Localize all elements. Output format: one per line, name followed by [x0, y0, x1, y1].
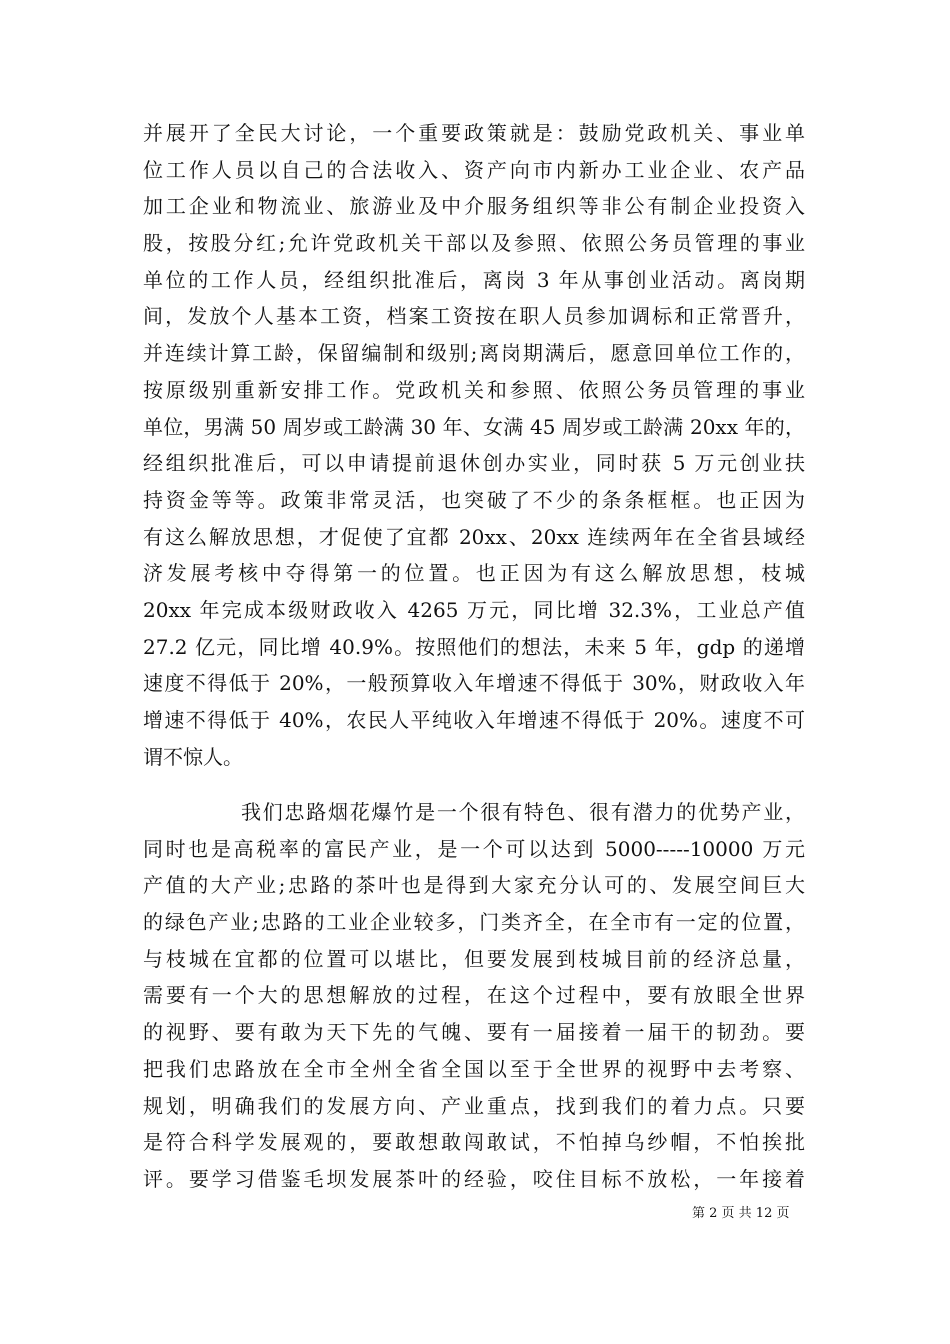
text-line: 有这么解放思想，才促使了宜都 20xx、20xx 连续两年在全省县域经 — [143, 524, 805, 549]
text-line: 济发展考核中夺得第一的位置。也正因为有这么解放思想，枝城 — [143, 561, 805, 586]
paragraph-1 — [143, 115, 805, 775]
page-number: 第 2 页 共 12 页 — [692, 1206, 790, 1221]
text-line: 我们忠路烟花爆竹是一个很有特色、很有潜力的优势产业， — [241, 800, 805, 824]
text-line: 与枝城在宜都的位置可以堪比，但要发展到枝城目前的经济总量， — [143, 946, 805, 971]
text-line: 加工企业和物流业、旅游业及中介服务组织等非公有制企业投资入 — [143, 194, 805, 219]
text-line: 单位，男满 50 周岁或工龄满 30 年、女满 45 周岁或工龄满 20xx 年的， — [143, 414, 805, 439]
text-line: 并连续计算工龄，保留编制和级别;离岗期满后，愿意回单位工作的， — [143, 341, 805, 366]
text-line: 股，按股分红;允许党政机关干部以及参照、依照公务员管理的事业 — [143, 231, 805, 256]
text-line: 持资金等等。政策非常灵活，也突破了不少的条条框框。也正因为 — [143, 487, 805, 512]
text-line: 产值的大产业;忠路的茶叶也是得到大家充分认可的、发展空间巨大 — [143, 873, 805, 898]
text-line: 并展开了全民大讨论，一个重要政策就是：鼓励党政机关、事业单 — [143, 121, 805, 145]
text-line: 谓不惊人。 — [143, 744, 243, 769]
text-line: 间，发放个人基本工资，档案工资按在职人员参加调标和正常晋升， — [143, 304, 805, 329]
text-line: 同时也是高税率的富民产业，是一个可以达到 5000-----10000 万元 — [143, 836, 805, 861]
text-line: 把我们忠路放在全市全州全省全国以至于全世界的视野中去考察、 — [143, 1056, 805, 1081]
text-line: 经组织批准后，可以申请提前退休创办实业，同时获 5 万元创业扶 — [143, 451, 805, 476]
text-line: 规划，明确我们的发展方向、产业重点，找到我们的着力点。只要 — [143, 1093, 805, 1118]
text-line: 是符合科学发展观的，要敢想敢闯敢试，不怕掉乌纱帽，不怕挨批 — [143, 1130, 805, 1155]
paragraph-2 — [143, 794, 805, 1198]
text-line: 的绿色产业;忠路的工业企业较多，门类齐全，在全市有一定的位置， — [143, 910, 805, 935]
text-line: 速度不得低于 20%，一般预算收入年增速不得低于 30%，财政收入年 — [143, 671, 805, 696]
text-line: 需要有一个大的思想解放的过程，在这个过程中，要有放眼全世界 — [143, 983, 805, 1008]
text-line: 27.2 亿元，同比增 40.9%。按照他们的想法，未来 5 年，gdp 的递增 — [143, 634, 805, 659]
text-line: 位工作人员以自己的合法收入、资产向市内新办工业企业、农产品 — [143, 157, 805, 182]
text-line: 的视野、要有敢为天下先的气魄、要有一届接着一届干的韧劲。要 — [143, 1020, 805, 1045]
text-line: 增速不得低于 40%，农民人平纯收入年增速不得低于 20%。速度不可 — [143, 708, 805, 732]
text-line: 评。要学习借鉴毛坝发展茶叶的经验，咬住目标不放松，一年接着 — [143, 1166, 805, 1191]
text-line: 20xx 年完成本级财政收入 4265 万元，同比增 32.3%，工业总产值 — [143, 597, 805, 622]
text-line: 按原级别重新安排工作。党政机关和参照、依照公务员管理的事业 — [143, 377, 805, 402]
text-line: 单位的工作人员，经组织批准后，离岗 3 年从事创业活动。离岗期 — [143, 267, 805, 292]
